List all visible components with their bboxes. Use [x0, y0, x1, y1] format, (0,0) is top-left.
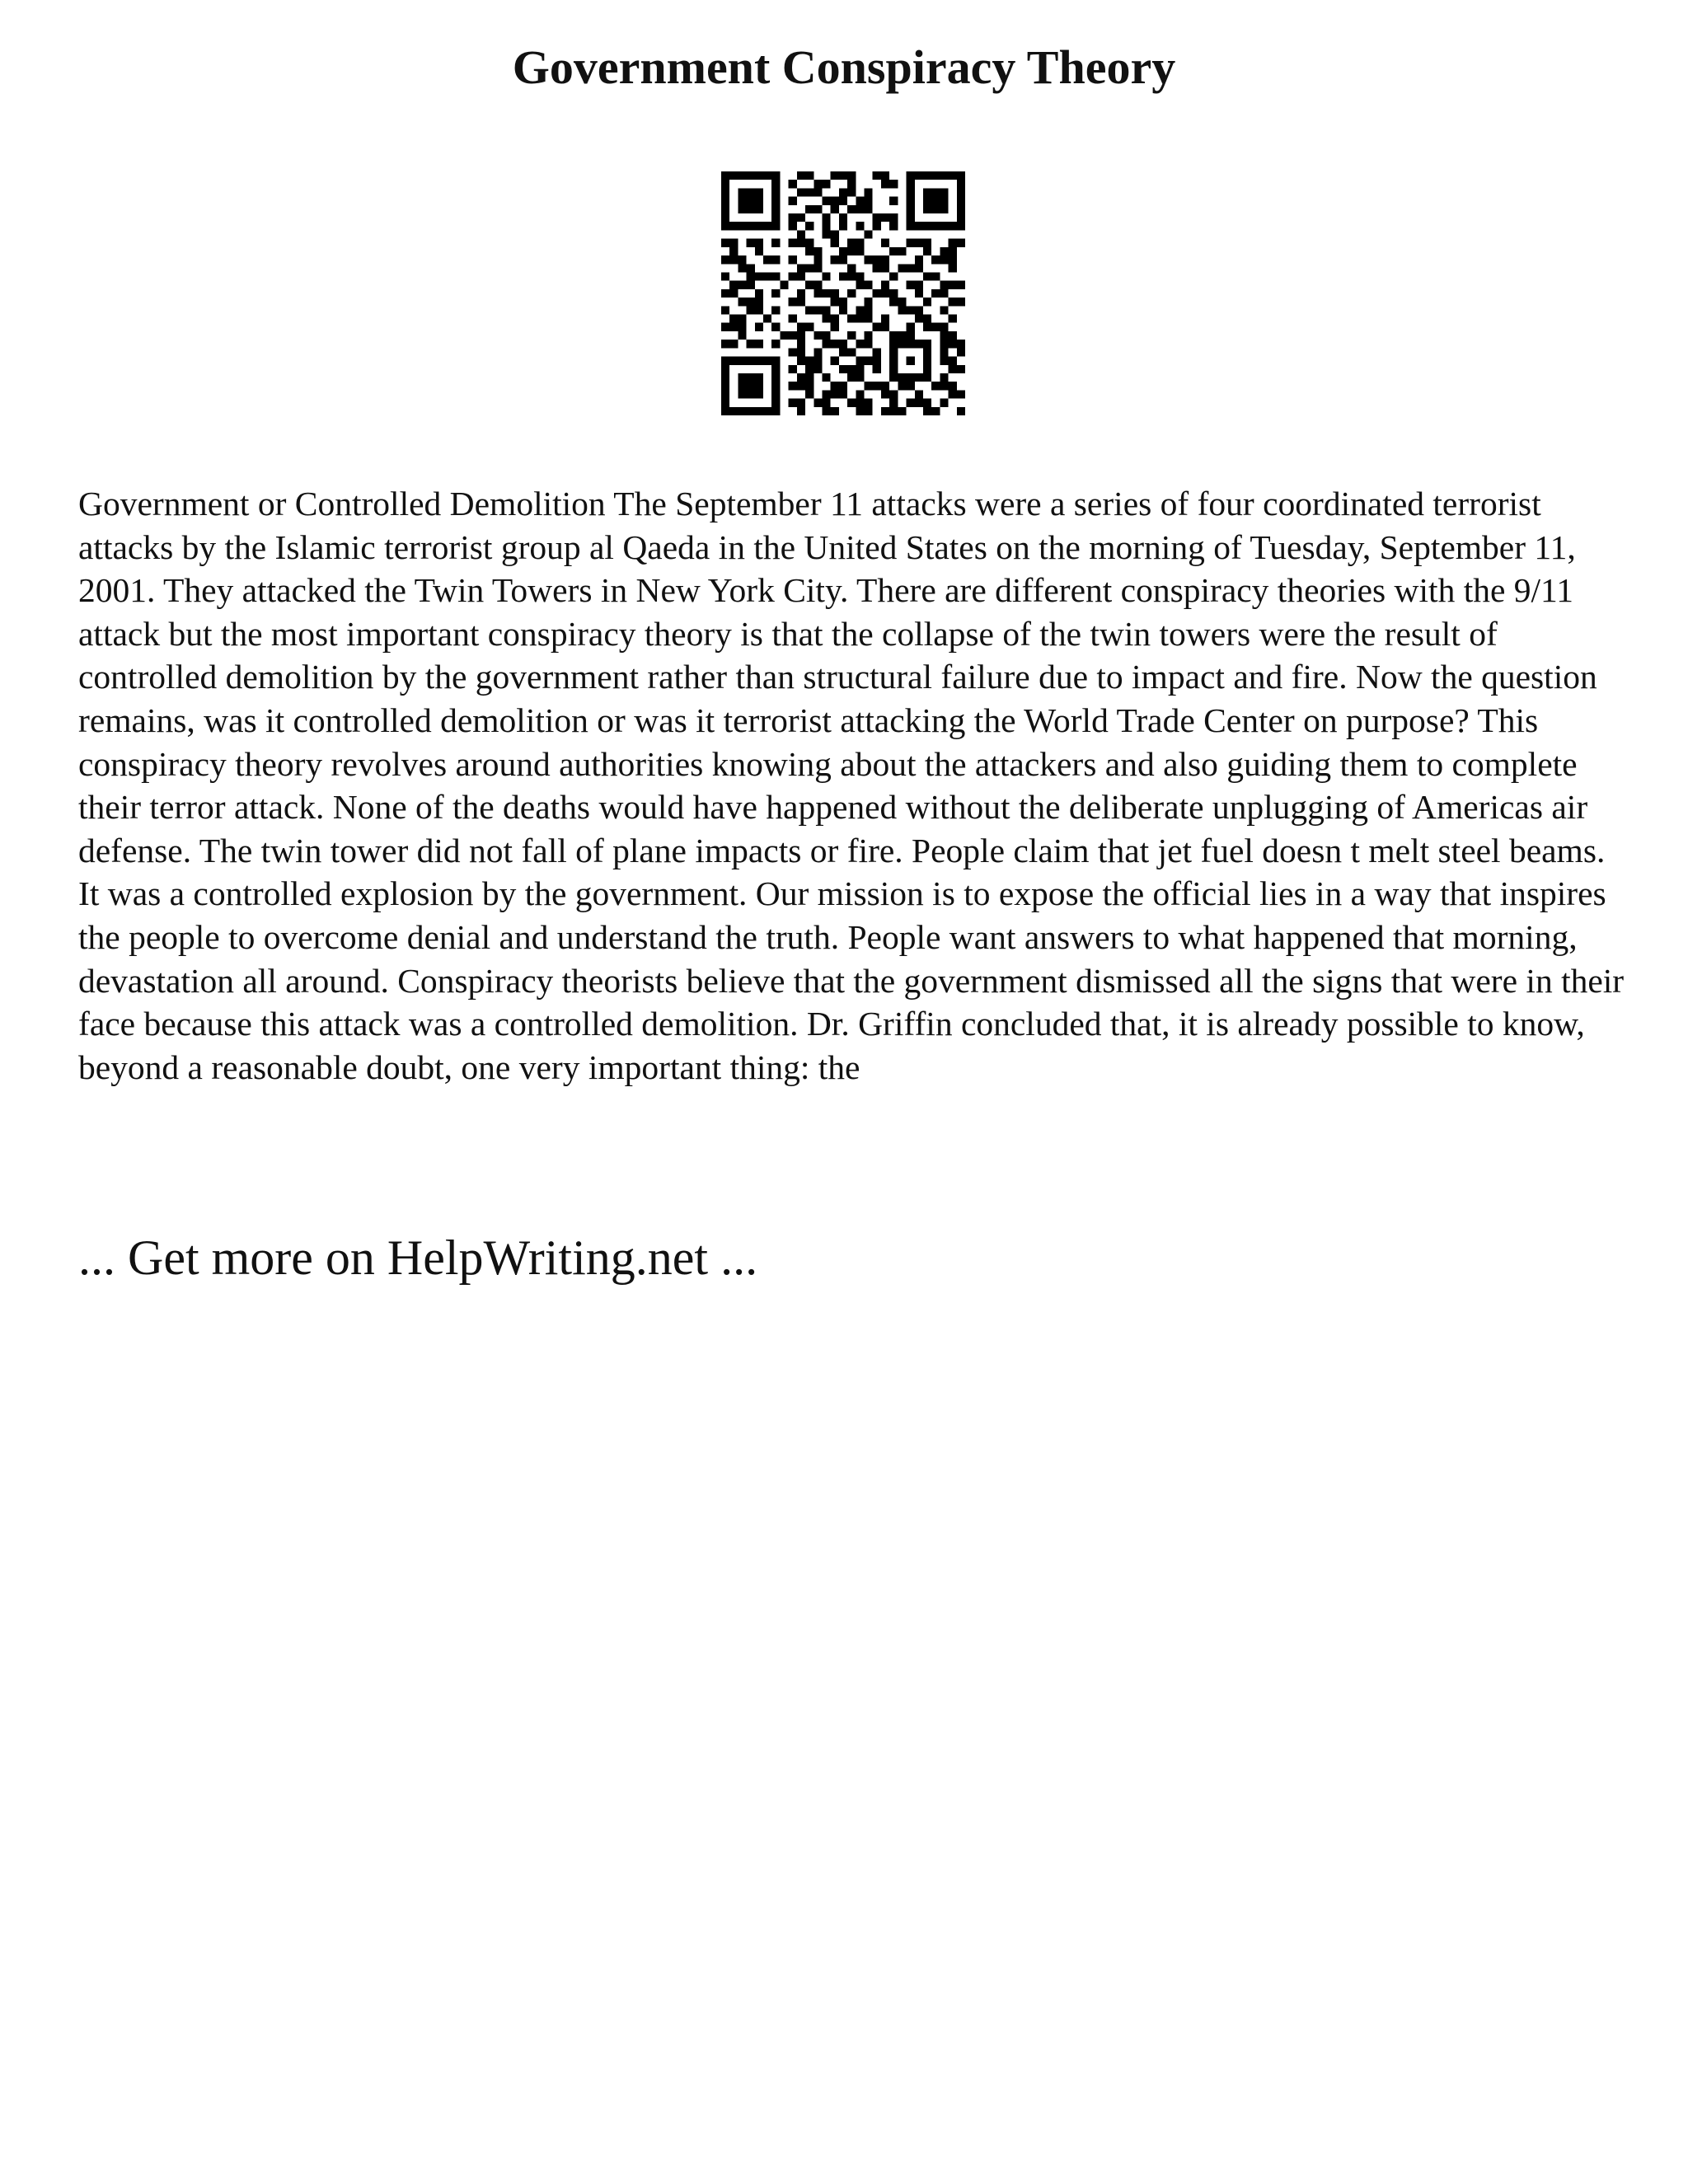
qr-code-icon: [721, 171, 965, 415]
get-more-link[interactable]: ... Get more on HelpWriting.net ...: [78, 1230, 758, 1285]
page-title: Government Conspiracy Theory: [512, 40, 1176, 94]
essay-body: Government or Controlled Demolition The September 11 attacks were a series of four coordinated terrorist attacks by the Islamic terrorist group al Qaeda in the United States on the morning of Tuesday, September 11, 2001. They attacked the Twin Towers in New York City. There are different conspiracy theories with the 9/11 attack but the most important conspiracy theory is that the collapse of the twin towers were the result of controlled demolition by the government rather than structural failure due to impact and fire. Now the question remains, was it controlled demolition or was it terrorist attacking the World Trade Center on purpose? This conspiracy theory revolves around authorities knowing about the attackers and also guiding them to complete their terror attack. None of the deaths would have happened without the deliberate unplugging of Americas air defense. The twin tower did not fall of plane impacts or fire. People claim that jet fuel doesn t melt steel beams. It was a controlled explosion by the government. Our mission is to expose the official lies in a way that inspires the people to overcome denial and understand the truth. People want answers to what happened that morning, devastation all around. Conspiracy theorists believe that the government dismissed all the signs that were in their face because this attack was a controlled demolition. Dr. Griffin concluded that, it is already possible to know, beyond a reasonable doubt, one very important thing: the: [78, 485, 1625, 1086]
